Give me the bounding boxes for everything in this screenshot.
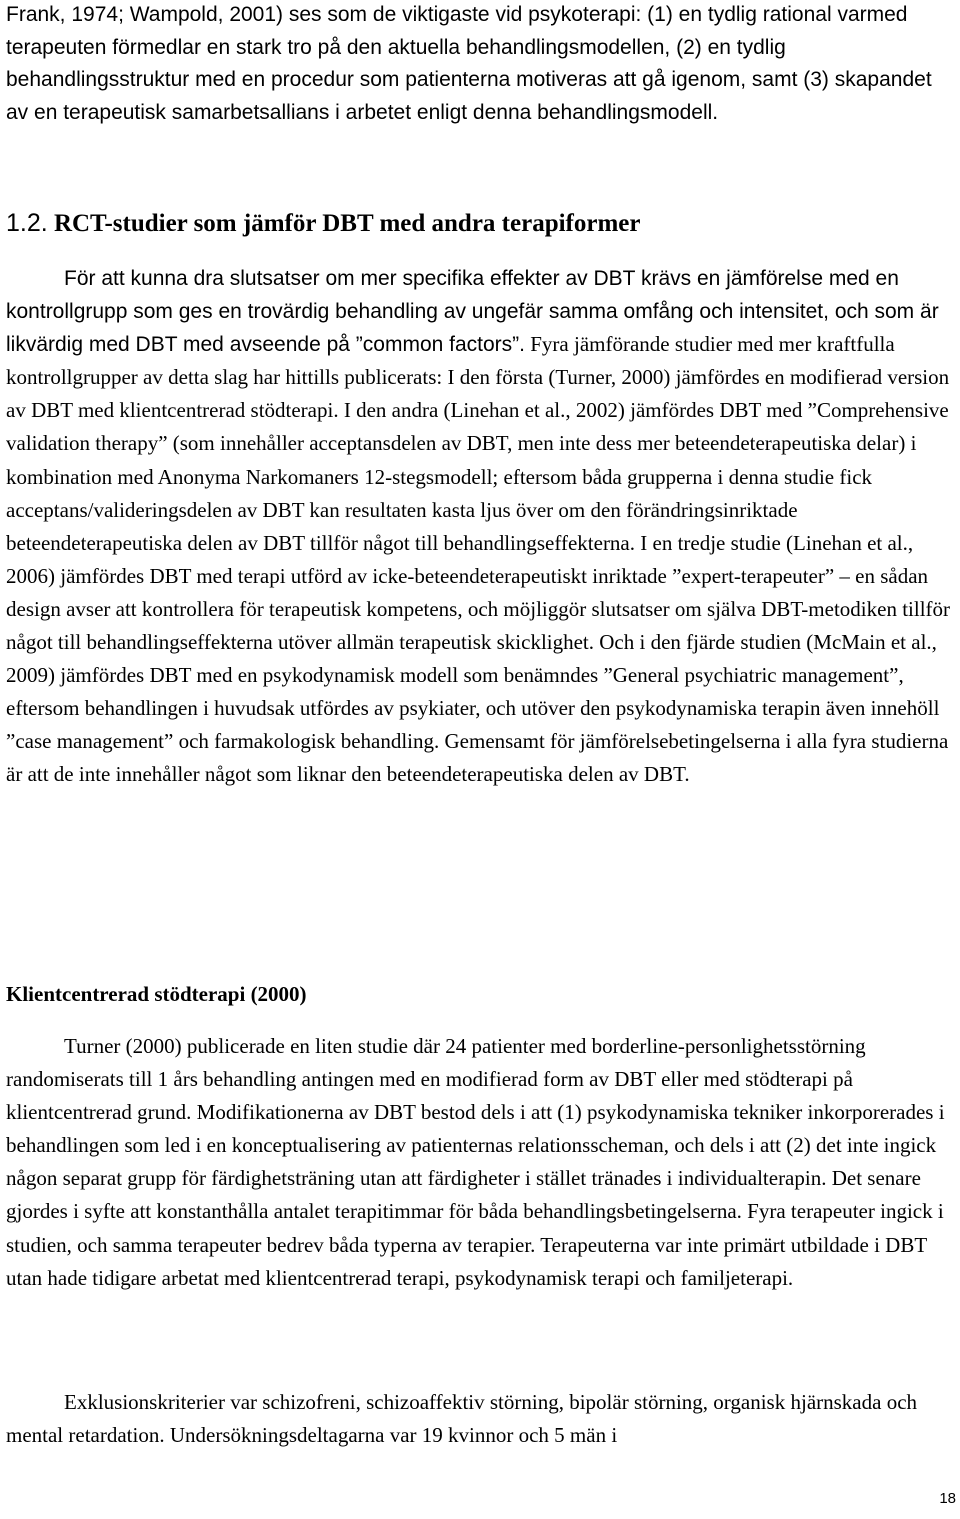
- exclusion-paragraph: [6, 1386, 958, 1452]
- section-heading: [6, 205, 640, 242]
- section-number: 1.2.: [6, 209, 48, 237]
- rct-paragraph: [6, 262, 958, 792]
- turner-paragraph: [6, 1030, 958, 1295]
- intro-paragraph: Frank, 1974; Wampold, 2001) ses som de viktigaste vid psykoterapi: (1) en tydlig rational varmed terapeuten förmedlar en stark tro på den aktuella behandlingsmodellen, (2) en tydlig behandlingsstruktur med en procedur som patienterna motiveras att gå igenom, samt (3) skapandet av en terapeutisk samarbetsallians i arbetet enligt denna behandlingsmodell.: [6, 3, 932, 124]
- section-title: RCT-studier som jämför DBT med andra terapiformer: [53, 210, 641, 237]
- subheading: Klientcentrerad stödterapi (2000): [6, 982, 307, 1006]
- rct-paragraph-lead: För att kunna dra slutsatser om mer specifika effekter av DBT krävs en jämförelse med en kontrollgrupp som ges en trovärdig behandling av ungefär samma omfång och intensitet, och som är likvärdig med DBT med avseende på ”common factors”.: [6, 267, 939, 357]
- turner-paragraph-text: Turner (2000) publicerade en liten studie där 24 patienter med borderline-personlighetsstörning randomiserats till 1 års behandling antingen med en modifierad form av DBT eller med stödterapi på klientcentrerad grund. Modifikationerna av DBT bestod dels i att (1) psykodynamiska tekniker inkorporerades i behandlingen som led i en konceptualisering av patienternas relationsscheman, och dels i att (2) det inte ingick någon separat grupp för färdighetsträning utan att färdigheter i stället tränades i individualterapin. Det senare gjordes i syfte att konstanthålla antalet terapitimmar för båda behandlingsbetingelserna. Fyra terapeuter ingick i studien, och samma terapeuter bedrev båda typerna av terapier. Terapeuterna var inte primärt utbildade i DBT utan hade tidigare arbetat med klientcentrerad terapi, psykodynamisk terapi och familjeterapi.: [6, 1034, 945, 1290]
- page-number: 18: [939, 1490, 956, 1507]
- rct-paragraph-rest: Fyra jämförande studier med mer kraftfulla kontrollgrupper av detta slag har hittills publicerats: I den första (Turner, 2000) jämfördes en modifierad version av DBT med klientcentrerad stödterapi. I den andra (Linehan et al., 2002) jämfördes DBT med ”Comprehensive validation therapy” (som innehåller acceptansdelen av DBT, men inte dess mer beteendeterapeutiska delar) i kombination med Anonyma Narkomaners 12-stegsmodell; eftersom båda grupperna i denna studie fick acceptans/valideringsdelen av DBT kan resultaten kasta ljus över om den förändringsinriktade beteendeterapeutiska delen av DBT tillför något till behandlingseffekterna. I en tredje studie (Linehan et al., 2006) jämfördes DBT med terapi utförd av icke-beteendeterapeutiskt inriktade ”expert-terapeuter” – en sådan design avser att kontrollera för terapeutisk kompetens, och möjliggör slutsatser om själva DBT-metodiken tillför något till behandlingseffekterna utöver allmän terapeutisk skicklighet. Och i den fjärde studien (McMain et al., 2009) jämfördes DBT med en psykodynamisk modell som benämndes ”General psychiatric management”, eftersom behandlingen i huvudsak utfördes av psykiater, och utöver den psykodynamiska terapin även innehöll ”case management” och farmakologisk behandling. Gemensamt för jämförelsebetingelserna i alla fyra studierna är att de inte innehåller något som liknar den beteendeterapeutiska delen av DBT.: [6, 332, 951, 787]
- exclusion-paragraph-text: Exklusionskriterier var schizofreni, schizoaffektiv störning, bipolär störning, organisk hjärnskada och mental retardation. Undersökningsdeltagarna var 19 kvinnor och 5 män i: [6, 1390, 918, 1448]
